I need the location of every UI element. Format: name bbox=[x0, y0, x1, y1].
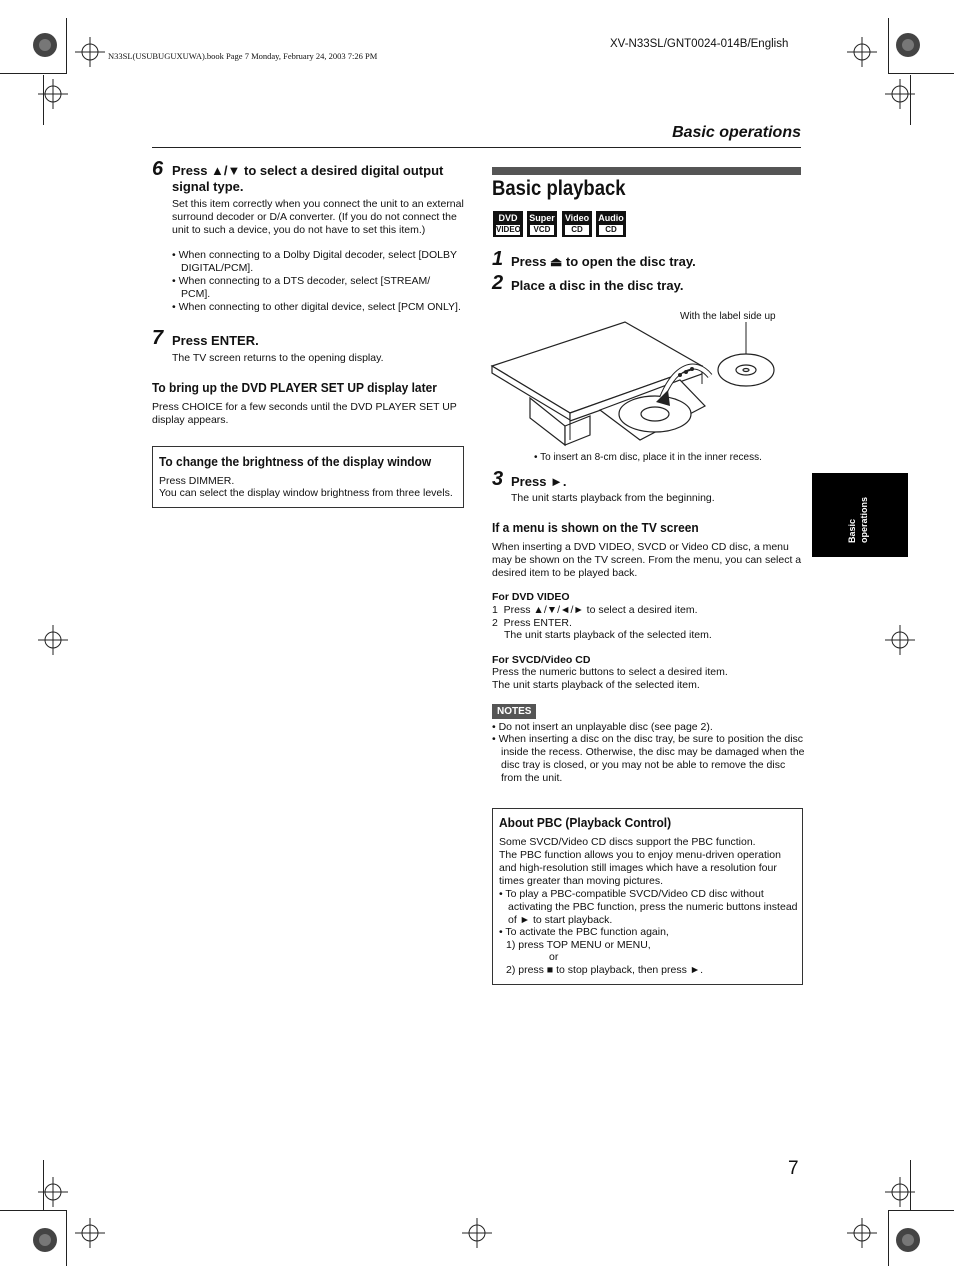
step-3-body: The unit starts playback from the beginning. bbox=[511, 492, 715, 504]
menu-heading: If a menu is shown on the TV screen bbox=[492, 520, 699, 535]
step-6-title: Press ▲/▼ to select a desired digital output signal type. bbox=[172, 163, 444, 194]
title-bar bbox=[492, 167, 801, 175]
page-title: Basic playback bbox=[492, 177, 626, 200]
audio-cd-logo bbox=[596, 211, 626, 237]
audio-cd-logo-top: Audio bbox=[598, 213, 624, 223]
step-3-title: Press ►. bbox=[511, 474, 567, 489]
step-6-bullet-1: • When connecting to a Dolby Digital decoder, select [DOLBY DIGITAL/PCM]. bbox=[172, 249, 457, 274]
step-2-number: 2 bbox=[492, 272, 504, 294]
pbc-intro-1: Some SVCD/Video CD discs support the PBC function. bbox=[499, 836, 756, 848]
dvd-player-illustration bbox=[490, 318, 795, 453]
note-1: • Do not insert an unplayable disc (see page 2). bbox=[492, 721, 713, 733]
svcd-logo bbox=[527, 211, 557, 237]
brightness-box bbox=[152, 446, 464, 508]
pbc-box bbox=[492, 808, 803, 985]
header-rule bbox=[152, 147, 801, 148]
note-2: • When inserting a disc on the disc tray, be sure to position the disc inside the recess. Otherwise, the disc may be damaged when the disc tray is closed, or you may not be able to remove the disc from the unit. bbox=[492, 733, 805, 784]
step-7-title: Press ENTER. bbox=[172, 333, 259, 348]
dvd-video-logo-top: DVD bbox=[498, 213, 518, 223]
menu-body: When inserting a DVD VIDEO, SVCD or Video CD disc, a menu may be shown on the TV screen. From the menu, you can select a desired item to be played back. bbox=[492, 541, 802, 579]
video-cd-logo-bottom: CD bbox=[565, 225, 589, 235]
page-number: 7 bbox=[788, 1158, 799, 1179]
brightness-box-line-2: You can select the display window brightness from three levels. bbox=[159, 487, 453, 499]
pbc-bullet-1: • To play a PBC-compatible SVCD/Video CD disc without activating the PBC function, press the numeric buttons instead of ► to start playback. bbox=[499, 888, 798, 926]
setup-body: Press CHOICE for a few seconds until the DVD PLAYER SET UP display appears. bbox=[152, 401, 457, 426]
setup-heading: To bring up the DVD PLAYER SET UP display later bbox=[152, 380, 437, 395]
brightness-box-line-1: Press DIMMER. bbox=[159, 475, 235, 487]
side-tab-line-1: Basic bbox=[847, 518, 857, 543]
illustration-note: • To insert an 8-cm disc, place it in the inner recess. bbox=[534, 452, 762, 463]
pbc-box-title: About PBC (Playback Control) bbox=[499, 815, 672, 830]
svcd-logo-bottom: VCD bbox=[530, 225, 554, 235]
svcd-heading: For SVCD/Video CD bbox=[492, 654, 591, 666]
dvd-video-heading: For DVD VIDEO bbox=[492, 591, 570, 603]
dvd-video-line-1: 1 Press ▲/▼/◄/► to select a desired item. bbox=[492, 604, 698, 616]
step-1-title: Press ⏏ to open the disc tray. bbox=[511, 254, 696, 269]
pbc-or: or bbox=[549, 951, 559, 963]
dvd-video-logo-bottom: VIDEO bbox=[496, 225, 521, 234]
svcd-logo-top: Super bbox=[529, 213, 555, 223]
video-cd-logo-top: Video bbox=[564, 213, 590, 223]
pbc-sub-2: 2) press ■ to stop playback, then press ►. bbox=[506, 964, 704, 976]
side-tab bbox=[812, 473, 908, 557]
pbc-bullet-2: • To activate the PBC function again, bbox=[499, 926, 669, 938]
step-6-number: 6 bbox=[152, 158, 164, 180]
side-tab-text bbox=[846, 497, 870, 543]
pbc-intro-2: The PBC function allows you to enjoy menu-driven operation and high-resolution still images which have a resolution four times greater than moving pictures. bbox=[499, 849, 781, 887]
step-6-bullet-3: • When connecting to other digital device, select [PCM ONLY]. bbox=[172, 301, 461, 313]
step-3-number: 3 bbox=[492, 468, 504, 490]
step-2-title: Place a disc in the disc tray. bbox=[511, 278, 684, 293]
section-title: Basic operations bbox=[672, 124, 801, 141]
notes-label: NOTES bbox=[492, 704, 536, 719]
pbc-sub-1: 1) press TOP MENU or MENU, bbox=[506, 939, 651, 951]
video-cd-logo bbox=[562, 211, 592, 237]
dvd-video-line-3: The unit starts playback of the selected item. bbox=[504, 629, 712, 641]
step-6-body: Set this item correctly when you connect the unit to an external surround decoder or D/A converter. (If you do not connect the unit to such a device, you do not have to set this item.) bbox=[172, 198, 464, 236]
step-7-number: 7 bbox=[152, 327, 164, 349]
illustration-label: With the label side up bbox=[680, 311, 776, 322]
svcd-line-2: The unit starts playback of the selected item. bbox=[492, 679, 700, 691]
step-7-body: The TV screen returns to the opening display. bbox=[172, 352, 384, 364]
svcd-line-1: Press the numeric buttons to select a desired item. bbox=[492, 666, 728, 678]
step-6-bullet-2: • When connecting to a DTS decoder, select [STREAM/ PCM]. bbox=[172, 275, 431, 300]
dvd-video-logo bbox=[493, 211, 523, 237]
model-code: XV-N33SL/GNT0024-014B/English bbox=[610, 38, 789, 50]
audio-cd-logo-bottom: CD bbox=[599, 225, 623, 235]
brightness-box-title: To change the brightness of the display window bbox=[159, 454, 432, 469]
dvd-video-line-2: 2 Press ENTER. bbox=[492, 617, 572, 629]
book-info: N33SL(USUBUGUXUWA).book Page 7 Monday, February 24, 2003 7:26 PM bbox=[108, 51, 378, 61]
side-tab-line-2: operations bbox=[859, 496, 869, 543]
step-1-number: 1 bbox=[492, 248, 504, 270]
